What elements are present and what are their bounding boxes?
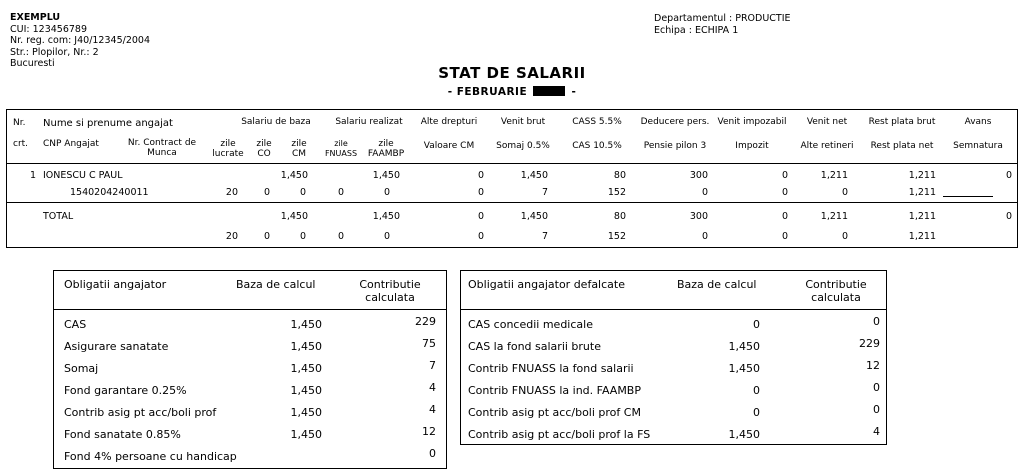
obligations-row-base: 1,450: [290, 406, 322, 419]
header-semnatura: Semnatura: [953, 141, 1003, 151]
header-venit-brut: Venit brut: [500, 117, 546, 127]
employee-cas: 152: [607, 187, 626, 198]
header-zile-fnuass: zile FNUASS: [324, 139, 358, 158]
obligations-header-label: Obligatii angajator: [64, 278, 167, 291]
obligations-detailed-row-value: 0: [873, 381, 880, 394]
total-venit-brut: 1,450: [520, 211, 548, 222]
obligations-row-label: Fond garantare 0.25%: [64, 384, 187, 397]
total-sal-baza: 1,450: [280, 211, 308, 222]
employee-venit-net: 1,211: [820, 170, 848, 181]
header-alte-drepturi: Alte drepturi: [420, 117, 478, 127]
total-zile-faambp: 0: [383, 231, 390, 242]
total-pensie: 0: [701, 231, 708, 242]
page-subtitle: [0, 86, 1024, 98]
header-zile-faambp: zile FAAMBP: [367, 139, 405, 159]
total-deducere: 300: [689, 211, 708, 222]
employee-cnp: 1540204240011: [70, 187, 149, 198]
page-title: STAT DE SALARII: [438, 64, 586, 82]
obligations-detailed-row-value: 0: [873, 315, 880, 328]
obligations-detailed-row-base: 1,450: [728, 428, 760, 441]
table-total-divider: [6, 202, 1018, 203]
total-label: TOTAL: [43, 211, 74, 222]
employee-cass: 80: [613, 170, 626, 181]
employee-zile-cm: 0: [299, 187, 306, 198]
company-info: [10, 12, 150, 70]
header-avans: Avans: [964, 117, 992, 127]
employee-zile-co: 0: [263, 187, 270, 198]
header-somaj: Somaj 0.5%: [496, 141, 550, 151]
obligations-row-value: 12: [422, 425, 436, 438]
employee-impozit: 0: [781, 187, 788, 198]
obligations-row-label: CAS: [64, 318, 87, 331]
employee-rest-brut: 1,211: [908, 170, 936, 181]
header-zile-cm: zile CM: [291, 139, 307, 159]
header-zile-co: zile CO: [256, 139, 272, 159]
company-reg: Nr. reg. com: J40/12345/2004: [10, 35, 150, 46]
obligations-detailed-row-label: CAS concedii medicale: [468, 318, 593, 331]
employee-alte-drepturi: 0: [477, 170, 484, 181]
employee-alte-retineri: 0: [841, 187, 848, 198]
employee-zile-fnuass: 0: [337, 187, 344, 198]
total-zile-co: 0: [263, 231, 270, 242]
header-contract: Nr. Contract de Munca: [127, 138, 197, 158]
obligations-row-value: 75: [422, 337, 436, 350]
employee-zile-lucrate: 20: [225, 187, 238, 198]
total-somaj: 7: [541, 231, 548, 242]
total-valoare-cm: 0: [477, 231, 484, 242]
header-rest-net: Rest plata net: [870, 141, 934, 151]
header-venit-net: Venit net: [806, 117, 848, 127]
employee-venit-impozabil: 0: [781, 170, 788, 181]
total-sal-realizat: 1,450: [372, 211, 400, 222]
total-impozit: 0: [781, 231, 788, 242]
obligations-detailed-row-label: Contrib asig pt acc/boli prof la FS: [468, 428, 651, 441]
header-venit-impozabil: Venit impozabil: [717, 117, 787, 127]
employee-venit-brut: 1,450: [520, 170, 548, 181]
department-info: [654, 13, 791, 37]
obligations-row-value: 0: [429, 447, 436, 460]
header-deducere: Deducere pers.: [640, 117, 710, 127]
obligations-detailed-row-label: Contrib FNUASS la fond salarii: [468, 362, 634, 375]
obligations-detailed-header-base: Baza de calcul: [677, 278, 757, 291]
header-alte-retineri: Alte retineri: [800, 141, 854, 151]
header-salariu-realizat: Salariu realizat: [335, 117, 403, 127]
header-name: Nume si prenume angajat: [43, 118, 173, 129]
employee-nr: 1: [29, 170, 36, 181]
obligations-row-label: Somaj: [64, 362, 99, 375]
total-zile-fnuass: 0: [337, 231, 344, 242]
header-nr: Nr.: [13, 118, 26, 128]
obligations-detailed-row-value: 4: [873, 425, 880, 438]
total-rest-net: 1,211: [908, 231, 936, 242]
obligations-detailed-row-value: 12: [866, 359, 880, 372]
subtitle-prefix: - FEBRUARIE: [447, 86, 528, 98]
total-cas: 152: [607, 231, 626, 242]
total-alte-drepturi: 0: [477, 211, 484, 222]
employee-valoare-cm: 0: [477, 187, 484, 198]
employee-deducere: 300: [689, 170, 708, 181]
obligations-detailed-row-label: CAS la fond salarii brute: [468, 340, 601, 353]
header-valoare-cm: Valoare CM: [423, 141, 475, 151]
obligations-detailed-row-label: Contrib asig pt acc/boli prof CM: [468, 406, 641, 419]
obligations-row-value: 4: [429, 381, 436, 394]
employee-sal-realizat: 1,450: [372, 170, 400, 181]
obligations-row-base: 1,450: [290, 428, 322, 441]
company-cui: CUI: 123456789: [10, 23, 88, 35]
obligations-detailed-row-base: 0: [753, 318, 760, 331]
header-pensie: Pensie pilon 3: [643, 141, 707, 151]
obligations-row-value: 4: [429, 403, 436, 416]
obligations-row-label: Fond 4% persoane cu handicap: [64, 450, 237, 463]
obligations-detailed-row-base: 1,450: [728, 340, 760, 353]
obligations-row-base: 1,450: [290, 384, 322, 397]
total-zile-lucrate: 20: [225, 231, 238, 242]
obligations-detailed-row-base: 0: [753, 406, 760, 419]
company-name: EXEMPLU: [10, 12, 61, 23]
header-salariu-baza: Salariu de baza: [241, 117, 311, 127]
obligations-row-base: 1,450: [290, 340, 322, 353]
team-name: Echipa : ECHIPA 1: [654, 25, 739, 36]
employee-zile-faambp: 0: [383, 187, 390, 198]
header-cnp: CNP Angajat: [43, 139, 99, 149]
total-rest-brut: 1,211: [908, 211, 936, 222]
employee-rest-net: 1,211: [908, 187, 936, 198]
header-rest-brut: Rest plata brut: [868, 117, 936, 127]
signature-line[interactable]: [943, 196, 993, 197]
header-cass: CASS 5.5%: [572, 117, 622, 127]
employee-name: IONESCU C PAUL: [43, 170, 123, 181]
obligations-row-value: 229: [415, 315, 436, 328]
employee-pensie: 0: [701, 187, 708, 198]
employee-somaj: 7: [541, 187, 548, 198]
header-zile-lucrate: zile lucrate: [212, 139, 244, 159]
header-cas: CAS 10.5%: [572, 141, 622, 151]
obligations-detailed-row-value: 229: [859, 337, 880, 350]
department-name: Departamentul : PRODUCTIE: [654, 13, 791, 24]
obligations-detailed-row-value: 0: [873, 403, 880, 416]
subtitle-suffix: -: [571, 86, 577, 98]
obligations-detailed-row-base: 1,450: [728, 362, 760, 375]
obligations-row-base: 1,450: [290, 362, 322, 375]
redacted-year: [533, 86, 565, 96]
employee-sal-baza: 1,450: [280, 170, 308, 181]
obligations-row-value: 7: [429, 359, 436, 372]
obligations-header-divider: [53, 309, 447, 310]
obligations-header-contrib: Contributie calculata: [359, 278, 421, 304]
employee-avans: 0: [1005, 170, 1012, 181]
obligations-detailed-row-base: 0: [753, 384, 760, 397]
company-street: Str.: Plopilor, Nr.: 2: [10, 46, 99, 58]
obligations-detailed-header-divider: [460, 309, 887, 310]
total-avans: 0: [1005, 211, 1012, 222]
obligations-detailed-row-label: Contrib FNUASS la ind. FAAMBP: [468, 384, 641, 397]
obligations-row-base: 1,450: [290, 318, 322, 331]
obligations-detailed-header-label: Obligatii angajator defalcate: [468, 278, 625, 291]
total-zile-cm: 0: [299, 231, 306, 242]
total-cass: 80: [613, 211, 626, 222]
header-impozit: Impozit: [735, 141, 769, 151]
obligations-header-base: Baza de calcul: [236, 278, 316, 291]
total-venit-net: 1,211: [820, 211, 848, 222]
header-crt: crt.: [13, 139, 29, 149]
total-alte-retineri: 0: [841, 231, 848, 242]
obligations-row-label: Fond sanatate 0.85%: [64, 428, 181, 441]
obligations-detailed-header-contrib: Contributie calculata: [805, 278, 867, 304]
table-header-divider: [6, 163, 1018, 164]
company-city: Bucuresti: [10, 58, 55, 69]
obligations-row-label: Asigurare sanatate: [64, 340, 169, 353]
obligations-row-label: Contrib asig pt acc/boli prof: [64, 406, 217, 419]
total-venit-impozabil: 0: [781, 211, 788, 222]
